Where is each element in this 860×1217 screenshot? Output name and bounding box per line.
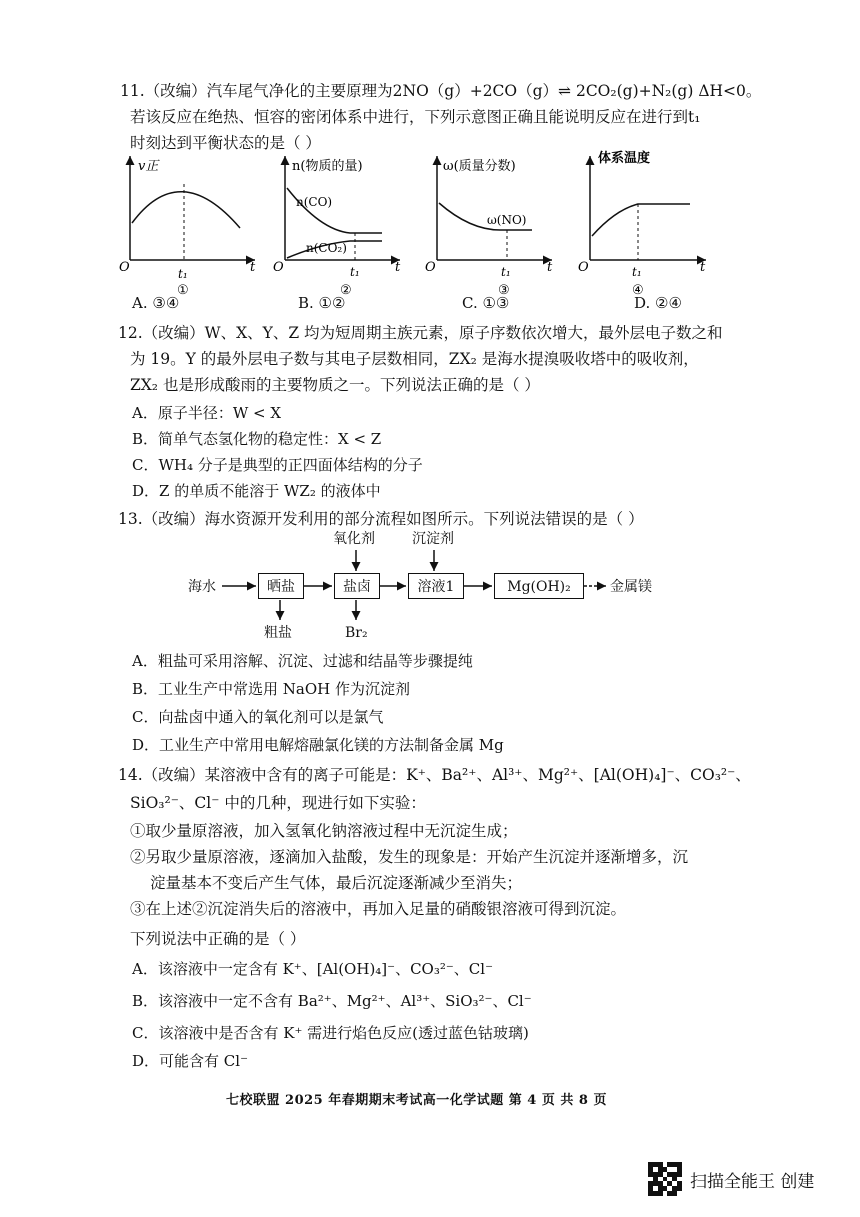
q12-line3: ZX₂ 也是形成酸雨的主要物质之一。下列说法正确的是（ ） xyxy=(130,376,540,394)
graph-4-ylabel: 体系温度 xyxy=(598,151,651,166)
graph-1-xlabel: t xyxy=(250,260,256,275)
graph-1-tick: t₁ xyxy=(178,267,188,281)
flow-bottom-label-1: 粗盐 xyxy=(264,625,292,641)
q11-line3: 时刻达到平衡状态的是（ ） xyxy=(130,134,321,152)
qr-code-icon xyxy=(648,1162,682,1196)
page-footer: 七校联盟 2025 年春期期末考试高一化学试题 第 4 页 共 8 页 xyxy=(226,1093,607,1108)
flow-top-label-1: 氧化剂 xyxy=(333,531,375,547)
q14-step3: ③在上述②沉淀消失后的溶液中，再加入足量的硝酸银溶液可得到沉淀。 xyxy=(130,900,627,918)
graph-1-origin: O xyxy=(119,260,130,275)
q14-step1: ①取少量原溶液，加入氢氧化钠溶液过程中无沉淀生成； xyxy=(130,822,518,840)
q12-option-d: D．Z 的单质不能溶于 WZ₂ 的液体中 xyxy=(132,482,381,500)
q13-option-d: D．工业生产中常用电解熔融氯化镁的方法制备金属 Mg xyxy=(132,736,504,754)
q12-option-b: B．简单气态氢化物的稳定性：X < Z xyxy=(132,430,382,448)
q12-line1: 12.（改编）W、X、Y、Z 均为短周期主族元素，原子序数依次增大，最外层电子数之和 xyxy=(118,324,723,342)
q11-option-b: B. ①② xyxy=(298,294,346,312)
q14-option-d: D．可能含有 Cl⁻ xyxy=(132,1052,248,1070)
graph-2-xlabel: t xyxy=(395,260,401,275)
q11-graphs xyxy=(0,148,860,298)
q12-option-c: C．WH₄ 分子是典型的正四面体结构的分子 xyxy=(132,456,423,474)
graph-3-origin: O xyxy=(425,260,436,275)
flow-start: 海水 xyxy=(188,579,216,595)
graph-2-curve-top: n(CO) xyxy=(296,195,333,209)
flow-box-1: 晒盐 xyxy=(258,573,304,599)
graph-4 xyxy=(578,150,706,298)
graph-1-ylabel: v正 xyxy=(138,159,159,174)
scanner-watermark xyxy=(648,1162,814,1196)
graph-3-xlabel: t xyxy=(547,260,553,275)
q12-line2: 为 19。Y 的最外层电子数与其电子层数相同，ZX₂ 是海水提溴吸收塔中的吸收剂， xyxy=(130,350,699,368)
q13-option-a: A．粗盐可采用溶解、沉淀、过滤和结晶等步骤提纯 xyxy=(132,652,473,670)
graph-3-ylabel: ω(质量分数) xyxy=(443,159,516,174)
q11-line2: 若该反应在绝热、恒容的密闭体系中进行，下列示意图正确且能说明反应在进行到t₁ xyxy=(130,108,701,126)
graph-3-tick: t₁ xyxy=(501,265,511,279)
flow-top-label-2: 沉淀剂 xyxy=(412,531,454,547)
graph-4-tick: t₁ xyxy=(632,265,642,279)
q11-option-c: C. ①③ xyxy=(462,294,510,312)
q14-line2: SiO₃²⁻、Cl⁻ 中的几种，现进行如下实验： xyxy=(130,794,426,812)
graph-2 xyxy=(273,156,401,298)
graph-4-xlabel: t xyxy=(700,260,706,275)
q14-option-b: B．该溶液中一定不含有 Ba²⁺、Mg²⁺、Al³⁺、SiO₃²⁻、Cl⁻ xyxy=(132,992,532,1010)
q11-option-a: A. ③④ xyxy=(132,294,180,312)
q13-line1: 13.（改编）海水资源开发利用的部分流程如图所示。下列说法错误的是（ ） xyxy=(118,510,644,528)
graph-3 xyxy=(425,156,553,298)
watermark-text: 扫描全能王 创建 xyxy=(690,1171,815,1192)
flow-box-4: Mg(OH)₂ xyxy=(494,573,584,599)
q14-prompt: 下列说法中正确的是（ ） xyxy=(130,930,306,948)
q13-option-b: B．工业生产中常选用 NaOH 作为沉淀剂 xyxy=(132,680,411,698)
q13-option-c: C．向盐卤中通入的氧化剂可以是氯气 xyxy=(132,708,384,726)
flow-arrows xyxy=(0,540,860,660)
graph-3-num: ③ xyxy=(498,283,510,298)
q14-line1: 14.（改编）某溶液中含有的离子可能是：K⁺、Ba²⁺、Al³⁺、Mg²⁺、[Al(OH)₄]⁻、CO₃²⁻、 xyxy=(118,766,751,784)
flow-end: 金属镁 xyxy=(610,579,652,595)
flow-box-3: 溶液1 xyxy=(408,573,464,599)
graph-2-num: ② xyxy=(340,283,352,298)
graph-2-origin: O xyxy=(273,260,284,275)
q14-option-c: C．该溶液中是否含有 K⁺ 需进行焰色反应(透过蓝色钴玻璃) xyxy=(132,1024,529,1042)
q14-step2a: ②另取少量原溶液，逐滴加入盐酸，发生的现象是：开始产生沉淀并逐渐增多，沉 xyxy=(130,848,689,866)
q14-option-a: A．该溶液中一定含有 K⁺、[Al(OH)₄]⁻、CO₃²⁻、Cl⁻ xyxy=(132,960,493,978)
graph-2-tick: t₁ xyxy=(350,265,360,279)
q11-option-d: D. ②④ xyxy=(634,294,682,312)
flow-bottom-label-2: Br₂ xyxy=(345,625,368,641)
graph-4-num: ④ xyxy=(632,283,644,298)
graph-1-num: ① xyxy=(177,283,189,298)
q11-line1: 11.（改编）汽车尾气净化的主要原理为2NO（g）+2CO（g）⇌ 2CO₂(g)+N₂(g) ΔH<0。 xyxy=(120,82,762,100)
q12-option-a: A．原子半径：W < X xyxy=(132,404,282,422)
graph-2-curve-bottom: n(CO₂) xyxy=(306,241,347,255)
graph-3-curve: ω(NO) xyxy=(487,213,527,227)
q14-step2b: 淀量基本不变后产生气体，最后沉淀逐渐减少至消失； xyxy=(150,874,523,892)
graph-1 xyxy=(119,156,256,298)
graph-2-ylabel: n(物质的量) xyxy=(292,159,363,174)
flow-box-2: 盐卤 xyxy=(334,573,380,599)
graph-4-origin: O xyxy=(578,260,589,275)
